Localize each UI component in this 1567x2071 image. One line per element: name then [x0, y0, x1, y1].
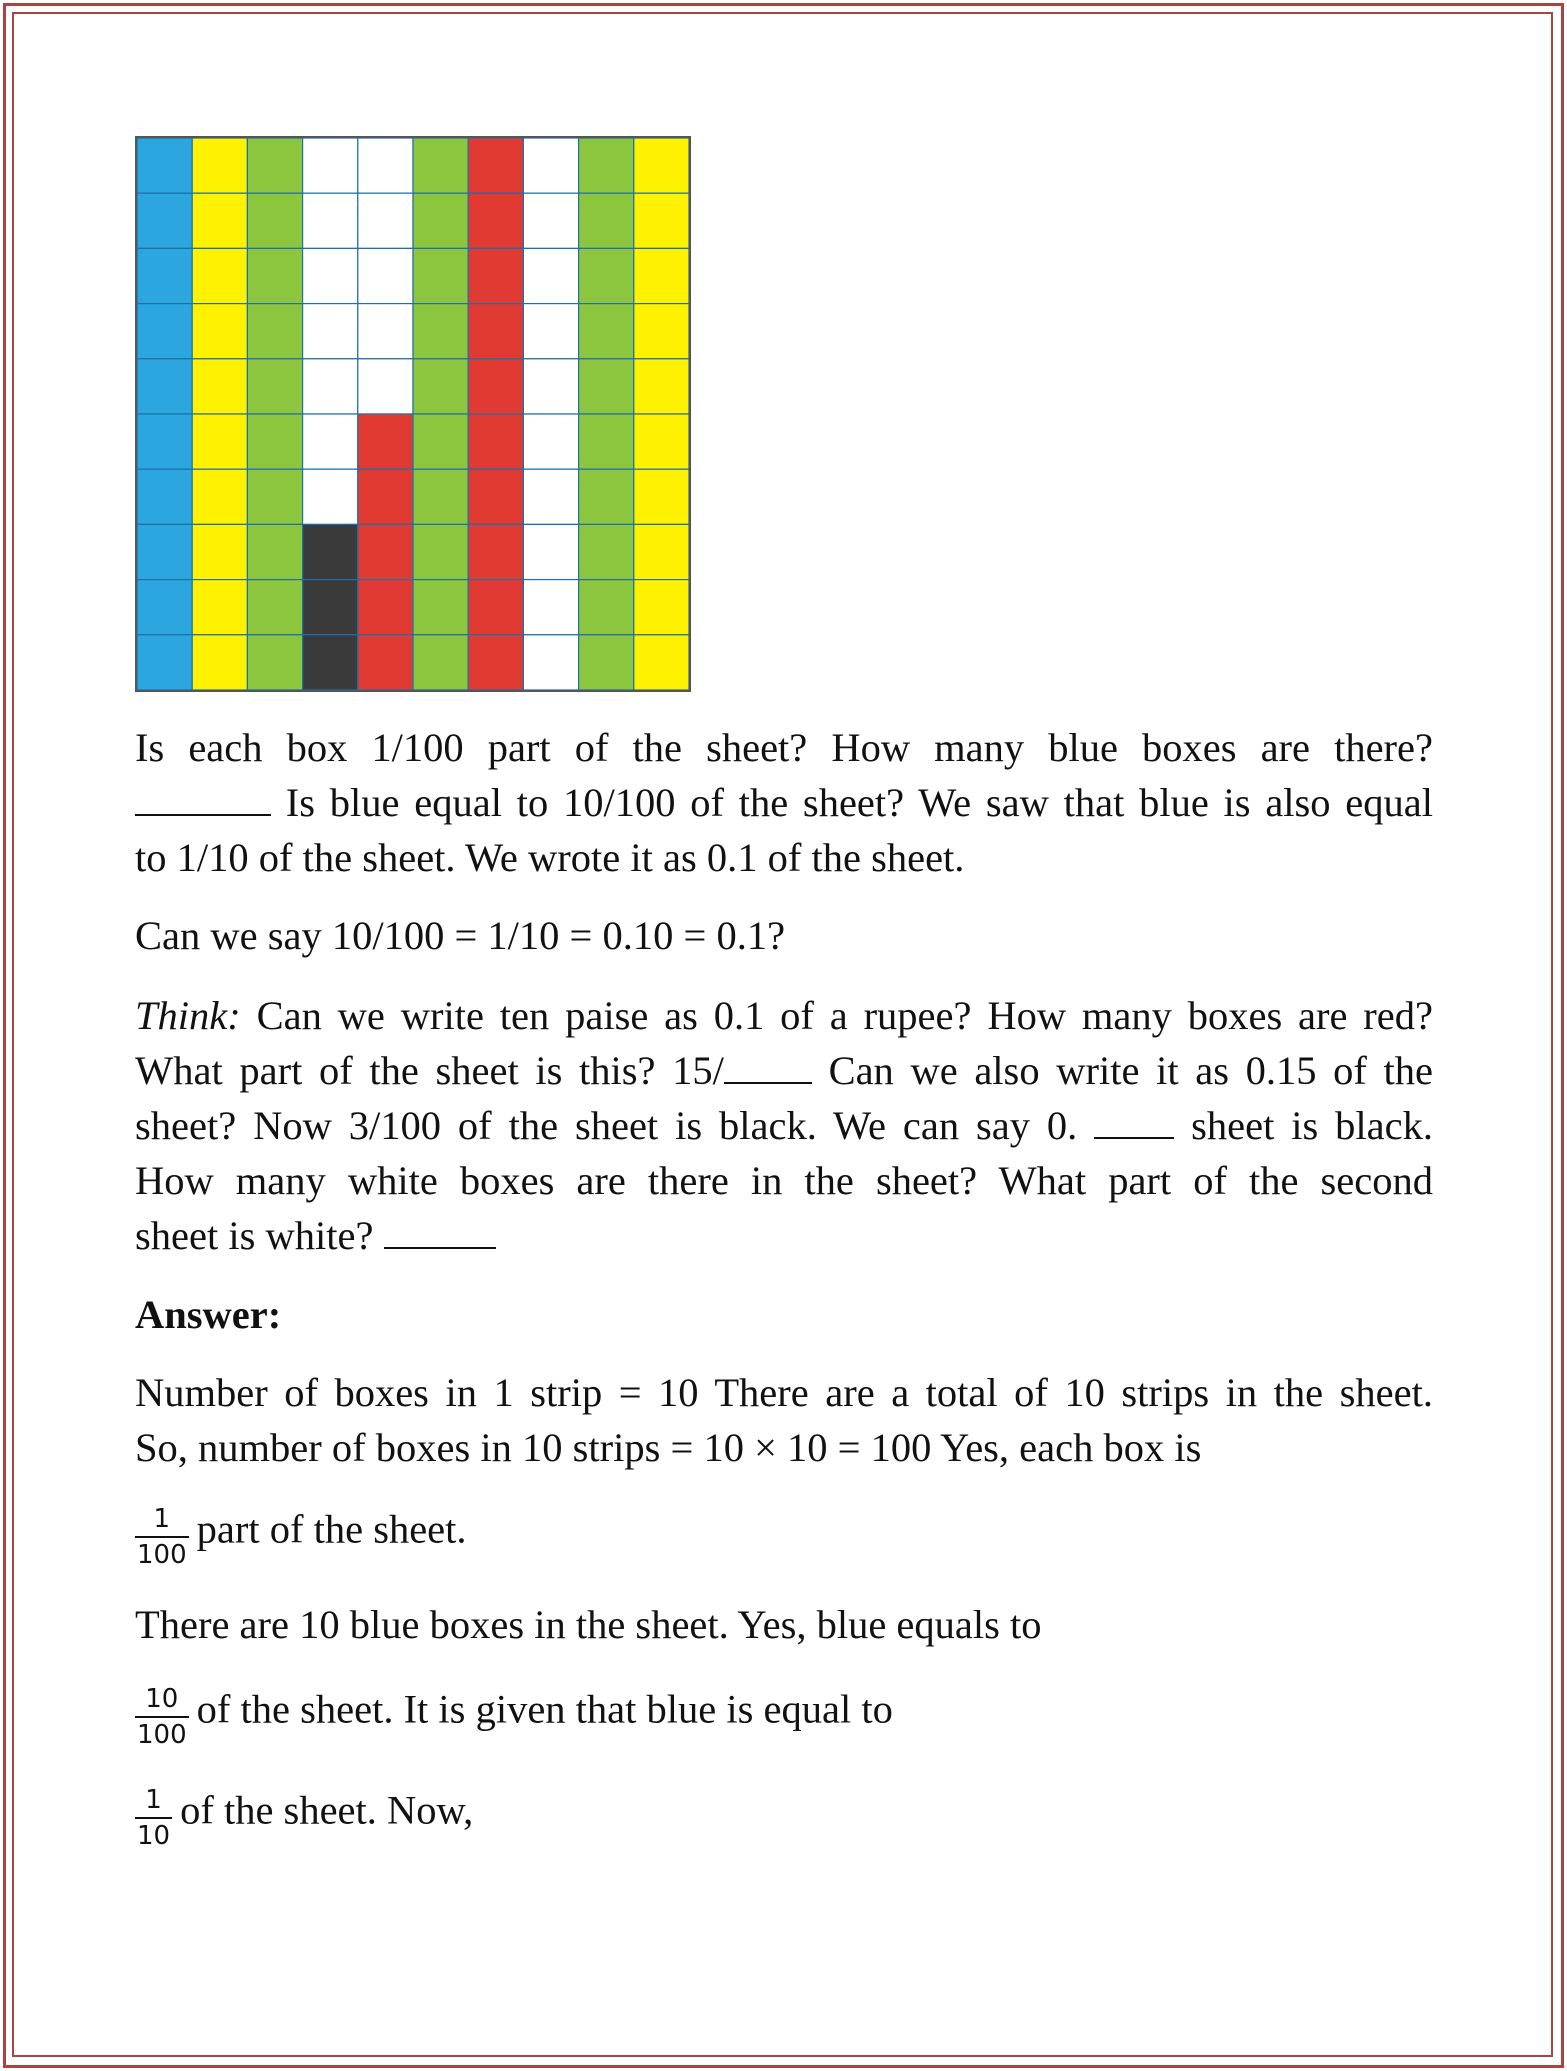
grid-box-white	[523, 138, 578, 193]
grid-box-black	[303, 193, 358, 248]
answer-blank	[384, 1211, 496, 1249]
grid-box-blue	[137, 635, 192, 690]
grid-box-green	[579, 580, 634, 635]
grid-box-red	[358, 635, 413, 690]
grid-box-yellow	[192, 359, 247, 414]
grid-box-green	[247, 359, 302, 414]
grid-box-green	[247, 138, 302, 193]
grid-box-red	[358, 359, 413, 414]
grid-box-green	[579, 469, 634, 524]
grid-box-yellow	[634, 138, 689, 193]
answer-line-6	[135, 1781, 1433, 1851]
grid-box-green	[579, 359, 634, 414]
grid-box-blue	[137, 414, 192, 469]
grid-box-red	[358, 414, 413, 469]
think-line-5-text: sheet is white?	[135, 1213, 374, 1258]
question-line-1: Is each box 1/100 part of the sheet? How many blue boxes are there?	[135, 725, 1433, 770]
think-line-3	[135, 1098, 1433, 1153]
fraction-10-over-100	[135, 1684, 189, 1750]
think-line-5	[135, 1208, 1433, 1263]
answer-line-5-text: of the sheet. It is given that blue is equal to	[196, 1686, 893, 1732]
grid-box-yellow	[634, 580, 689, 635]
question-line-2-text: Is blue equal to 10/100 of the sheet? We saw that blue is also equal	[285, 780, 1434, 825]
grid-box-red	[468, 635, 523, 690]
grid-box-blue	[137, 359, 192, 414]
grid-box-red	[358, 304, 413, 359]
grid-box-yellow	[192, 138, 247, 193]
grid-box-yellow	[192, 469, 247, 524]
think-line-2	[135, 1043, 1433, 1098]
grid-box-green	[413, 248, 468, 303]
grid-box-black	[303, 580, 358, 635]
answer-line-2: So, number of boxes in 10 strips = 10 × 10 = 100 Yes, each box is	[135, 1425, 1202, 1470]
grid-box-yellow	[192, 193, 247, 248]
grid-box-green	[247, 580, 302, 635]
think-line-2b: Can we also write it as 0.15 of the	[828, 1048, 1434, 1093]
grid-box-white	[523, 304, 578, 359]
grid-box-green	[413, 469, 468, 524]
answer-blank	[724, 1046, 812, 1084]
grid-box-black	[303, 469, 358, 524]
grid-box-green	[579, 414, 634, 469]
question-line-3: to 1/10 of the sheet. We wrote it as 0.1 of the sheet.	[135, 835, 965, 880]
grid-box-green	[579, 193, 634, 248]
grid-box-green	[413, 524, 468, 579]
grid-box-yellow	[192, 304, 247, 359]
grid-box-green	[413, 304, 468, 359]
grid-box-red	[468, 138, 523, 193]
grid-box-black	[303, 248, 358, 303]
answer-line-3	[135, 1500, 1433, 1570]
grid-box-yellow	[192, 580, 247, 635]
grid-box-black	[303, 524, 358, 579]
grid-box-blue	[137, 469, 192, 524]
question-equality: Can we say 10/100 = 1/10 = 0.10 = 0.1?	[135, 913, 786, 958]
grid-box-blue	[137, 138, 192, 193]
grid-box-black	[303, 138, 358, 193]
answer-line-1: Number of boxes in 1 strip = 10 There are a total of 10 strips in the sheet.	[135, 1370, 1433, 1415]
grid-box-yellow	[634, 414, 689, 469]
grid-box-red	[468, 359, 523, 414]
think-label: Think:	[135, 993, 241, 1038]
grid-box-yellow	[634, 248, 689, 303]
grid-box-green	[413, 193, 468, 248]
grid-box-yellow	[192, 635, 247, 690]
grid-box-red	[358, 524, 413, 579]
grid-box-red	[358, 580, 413, 635]
grid-box-yellow	[634, 193, 689, 248]
grid-box-blue	[137, 248, 192, 303]
grid-box-white	[523, 193, 578, 248]
grid-box-green	[247, 524, 302, 579]
grid-box-red	[468, 524, 523, 579]
answer-blank	[1094, 1101, 1174, 1139]
grid-box-green	[247, 469, 302, 524]
grid-box-yellow	[192, 248, 247, 303]
fraction-numerator: 1	[135, 1785, 172, 1819]
think-line-3a: sheet? Now 3/100 of the sheet is black. We can say 0.	[135, 1103, 1078, 1148]
grid-box-yellow	[634, 304, 689, 359]
grid-box-green	[247, 193, 302, 248]
question-line-2	[135, 775, 1433, 830]
think-line-3b: sheet is black.	[1191, 1103, 1434, 1148]
grid-box-red	[468, 469, 523, 524]
grid-box-green	[579, 248, 634, 303]
hundred-grid-figure	[135, 136, 691, 692]
fraction-numerator: 10	[135, 1684, 189, 1718]
grid-box-yellow	[192, 414, 247, 469]
grid-box-white	[523, 359, 578, 414]
think-line-1	[135, 988, 1433, 1043]
grid-box-yellow	[634, 359, 689, 414]
grid-box-red	[358, 248, 413, 303]
grid-box-green	[413, 138, 468, 193]
grid-box-black	[303, 359, 358, 414]
grid-box-red	[468, 304, 523, 359]
think-line-2a: What part of the sheet is this? 15/	[135, 1048, 724, 1093]
grid-box-blue	[137, 193, 192, 248]
grid-box-red	[468, 580, 523, 635]
fraction-1-over-10	[135, 1785, 172, 1851]
grid-box-black	[303, 414, 358, 469]
grid-box-white	[523, 580, 578, 635]
grid-box-green	[579, 304, 634, 359]
grid-box-white	[523, 248, 578, 303]
grid-box-red	[468, 248, 523, 303]
answer-heading: Answer:	[135, 1292, 282, 1337]
grid-box-white	[523, 414, 578, 469]
grid-box-yellow	[634, 524, 689, 579]
think-line-1-text: Can we write ten paise as 0.1 of a rupee? How many boxes are red?	[256, 993, 1434, 1038]
grid-box-green	[579, 524, 634, 579]
grid-box-green	[579, 138, 634, 193]
answer-line-4: There are 10 blue boxes in the sheet. Yes, blue equals to	[135, 1602, 1042, 1647]
grid-box-black	[303, 304, 358, 359]
fraction-denominator: 100	[137, 1720, 187, 1750]
grid-box-green	[579, 635, 634, 690]
grid-box-green	[413, 359, 468, 414]
think-line-4: How many white boxes are there in the sheet? What part of the second	[135, 1158, 1433, 1203]
grid-box-red	[468, 193, 523, 248]
grid-box-yellow	[634, 469, 689, 524]
grid-box-green	[413, 635, 468, 690]
grid-box-red	[358, 469, 413, 524]
answer-line-6-text: of the sheet. Now,	[180, 1787, 474, 1833]
grid-box-red	[358, 138, 413, 193]
grid-box-red	[358, 193, 413, 248]
grid-box-white	[523, 635, 578, 690]
fraction-denominator: 10	[137, 1821, 171, 1851]
grid-box-blue	[137, 524, 192, 579]
answer-line-3-text: part of the sheet.	[196, 1506, 467, 1552]
answer-line-5	[135, 1680, 1433, 1750]
grid-box-yellow	[192, 524, 247, 579]
fraction-1-over-100	[135, 1504, 189, 1570]
grid-box-blue	[137, 580, 192, 635]
fraction-denominator: 100	[137, 1540, 187, 1570]
answer-blank	[135, 778, 271, 816]
grid-box-black	[303, 635, 358, 690]
grid-box-blue	[137, 304, 192, 359]
fraction-numerator: 1	[135, 1504, 189, 1538]
grid-box-red	[468, 414, 523, 469]
grid-box-green	[247, 248, 302, 303]
grid-box-yellow	[634, 635, 689, 690]
grid-box-green	[247, 414, 302, 469]
grid-box-white	[523, 524, 578, 579]
grid-box-white	[523, 469, 578, 524]
grid-box-green	[247, 635, 302, 690]
grid-box-green	[247, 304, 302, 359]
grid-box-green	[413, 414, 468, 469]
grid-box-green	[413, 580, 468, 635]
